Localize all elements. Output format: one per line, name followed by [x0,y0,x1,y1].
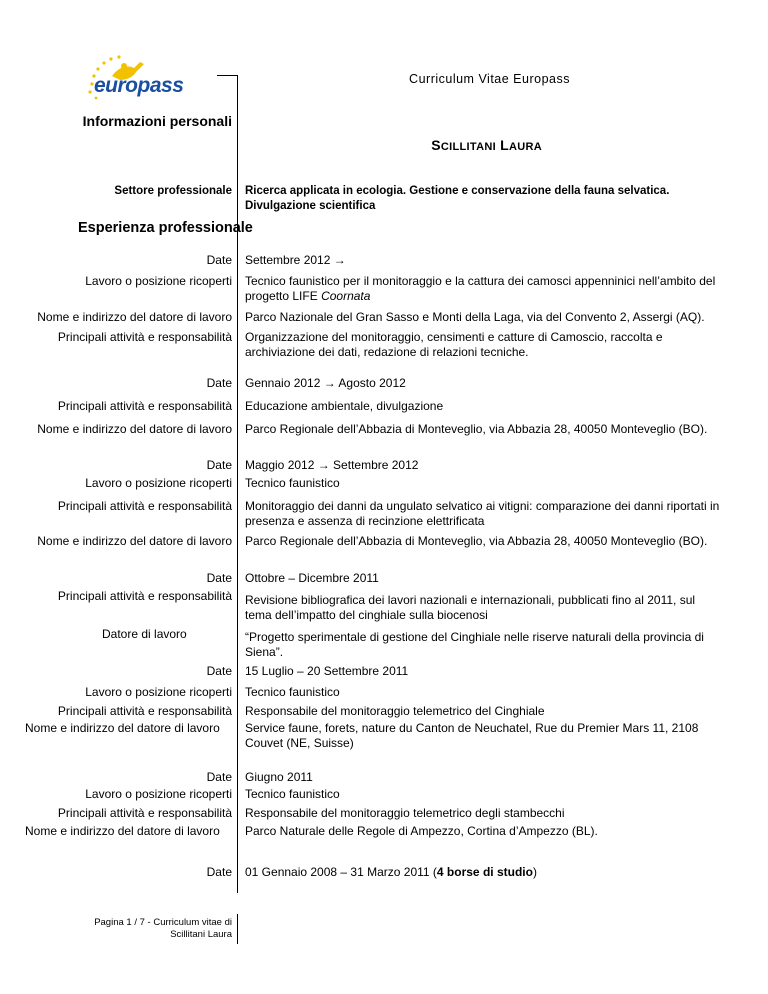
activities-value: Organizzazione del monitoraggio, censimenti e catture di Camoscio, raccolta e archiviazione dei dati, redazione di relazioni tecniche. [245,330,663,359]
employer-value: Parco Naturale delle Regole di Ampezzo, Cortina d’Ampezzo (BL). [245,824,598,838]
activities-value: Responsabile del monitoraggio telemetrico del Cinghiale [245,704,545,718]
experience-heading: Esperienza professionale [78,220,253,236]
header-rule [217,75,237,76]
person-name [431,137,542,153]
column-divider [237,75,238,893]
europass-logo [84,54,194,100]
date-label: Date [206,865,232,879]
employer-value: Service faune, forets, nature du Canton de Neuchatel, Rue du Premier Mars 11, 2108 Couvet (NE, Suisse) [245,721,699,750]
activities-value: Educazione ambientale, divulgazione [245,399,444,413]
position-text: Tecnico faunistico per il monitoraggio e la cattura dei camosci appenninici nell’ambito del progetto LIFE [245,274,716,303]
logo-text: europass [94,74,184,97]
date-value: Maggio 2012 → Settembre 2012 [245,458,419,472]
activities-label: Principali attività e responsabilità [57,330,232,344]
date-label: Date [206,376,232,390]
activities-label: Principali attività e responsabilità [57,704,232,718]
page-footer [94,917,232,941]
employer-label: Nome e indirizzo del datore di lavoro [25,721,220,735]
date-prefix: 01 Gennaio 2008 – 31 Marzo 2011 ( [245,865,437,879]
activities-label: Principali attività e responsabilità [57,806,232,820]
position-label: Lavoro o posizione ricoperti [85,787,232,801]
date-suffix: ) [532,865,537,879]
position-label: Lavoro o posizione ricoperti [85,685,232,699]
activities-label: Principali attività e responsabilità [57,499,232,513]
project-name: Coornata [321,289,371,303]
name-initial-1: S [431,137,441,153]
date-value: 15 Luglio – 20 Settembre 2011 [245,664,409,678]
sector-value: Ricerca applicata in ecologia. Gestione e conservazione della fauna selvatica. Divulgazione scientifica [245,185,670,212]
date-value: Settembre 2012 → [245,253,346,267]
date-label: Date [206,253,232,267]
activities-value: Responsabile del monitoraggio telemetrico degli stambecchi [245,806,565,820]
name-rest-1: CILLITANI [440,141,496,153]
date-label: Date [206,770,232,784]
date-label: Date [206,458,232,472]
employer-value: Parco Regionale dell’Abbazia di Monteveglio, via Abbazia 28, 40050 Monteveglio (BO). [245,422,708,436]
position-value: Tecnico faunistico [245,476,340,490]
date-label: Date [206,571,232,585]
footer-author: Scillitani Laura [170,929,232,940]
activities-value: Monitoraggio dei danni da ungulato selvatico ai vitigni: comparazione dei danni riportati in presenza e assenza di recinzione elettrificata [245,499,720,528]
position-value: Tecnico faunistico [245,787,340,801]
date-value: Gennaio 2012 → Agosto 2012 [245,376,406,390]
date-value [245,865,723,880]
employer-value: Parco Regionale dell’Abbazia di Monteveglio, via Abbazia 28, 40050 Monteveglio (BO). [245,534,708,548]
sector-label: Settore professionale [114,185,232,197]
name-initial-2: L [500,137,510,153]
scholarship-count: 4 borse di studio [436,865,533,879]
position-label: Lavoro o posizione ricoperti [85,274,232,288]
date-value: Giugno 2011 [245,770,313,784]
employer-value: Parco Nazionale del Gran Sasso e Monti della Laga, via del Convento 2, Assergi (AQ). [245,310,705,324]
employer-value: “Progetto sperimentale di gestione del Cinghiale nelle riserve naturali della provincia di Siena”. [245,630,704,659]
position-value [245,274,723,304]
date-label: Date [206,664,232,678]
name-rest-2: AURA [509,141,542,153]
footer-rule [237,914,238,944]
footer-page-number: Pagina 1 / 7 - Curriculum vitae di [94,917,232,928]
activities-label: Principali attività e responsabilità [57,399,232,413]
employer-label: Nome e indirizzo del datore di lavoro [37,422,232,436]
date-value: Ottobre – Dicembre 2011 [245,571,379,585]
employer-label: Nome e indirizzo del datore di lavoro [37,534,232,548]
position-value: Tecnico faunistico [245,685,340,699]
personal-info-heading: Informazioni personali [82,113,232,129]
position-label: Lavoro o posizione ricoperti [85,476,232,490]
activities-value: Revisione bibliografica dei lavori nazionali e internazionali, pubblicati fino al 2011, sul tema dell’impatto del cinghiale sulla biocenosi [245,593,696,622]
employer-label: Datore di lavoro [102,627,187,641]
employer-label: Nome e indirizzo del datore di lavoro [25,824,220,838]
cv-title: Curriculum Vitae Europass [409,72,570,86]
employer-label: Nome e indirizzo del datore di lavoro [37,310,232,324]
activities-label: Principali attività e responsabilità [57,589,232,603]
